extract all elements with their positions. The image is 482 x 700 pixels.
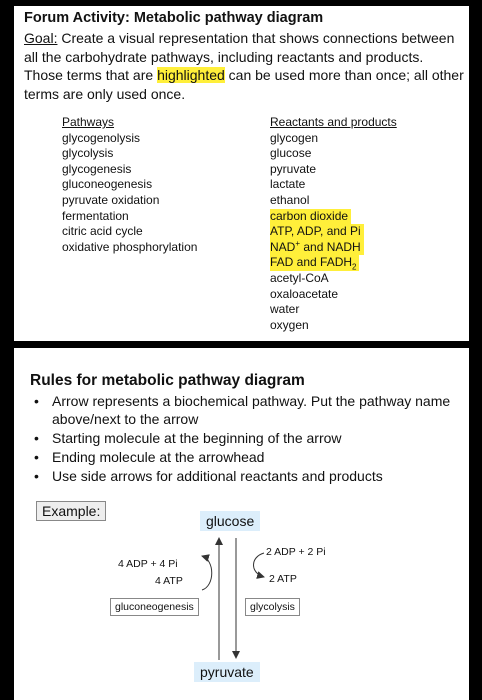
reactant-item-highlighted — [270, 240, 364, 256]
left-input-label: 4 ADP + 4 Pi — [118, 558, 178, 570]
reactant-item-highlighted — [270, 255, 359, 271]
reactant-item: acetyl-CoA — [270, 270, 329, 285]
fad-text: FAD and FADH — [270, 255, 353, 270]
example-pyruvate: pyruvate — [194, 662, 260, 682]
bullet: • — [34, 393, 39, 409]
example-glycolysis-label: glycolysis — [245, 598, 300, 616]
left-output-label: 4 ATP — [155, 575, 183, 587]
pathways-list — [62, 115, 197, 255]
pathway-item: citric acid cycle — [62, 224, 143, 239]
fad-subscript: 2 — [352, 262, 357, 272]
rule-text: Use side arrows for additional reactants and products — [52, 468, 383, 484]
reactant-item: glucose — [270, 146, 312, 161]
reactants-list — [270, 115, 397, 333]
bullet: • — [34, 449, 39, 465]
pathway-item: oxidative phosphorylation — [62, 239, 198, 254]
nad-superscript: + — [295, 238, 301, 248]
bullet: • — [34, 468, 39, 484]
example-label: Example: — [36, 501, 106, 521]
goal-text-part-1: Create a visual representation that shows connections between all the carbohydrate pathways, including reactants and products. Those terms that are — [24, 30, 455, 83]
activity-title: Forum Activity: Metabolic pathway diagram — [24, 10, 324, 26]
right-output-label: 2 ATP — [269, 573, 297, 585]
reactant-item: lactate — [270, 177, 306, 192]
reactant-item: oxygen — [270, 317, 309, 332]
reactant-item-highlighted: ATP, ADP, and Pi — [270, 224, 364, 240]
reactant-item: ethanol — [270, 192, 310, 207]
rule-text: Starting molecule at the beginning of the arrow — [52, 430, 342, 446]
example-glucose: glucose — [200, 511, 260, 531]
right-input-label: 2 ADP + 2 Pi — [266, 546, 326, 558]
reactant-item: oxaloacetate — [270, 286, 339, 301]
goal-label: Goal: — [24, 30, 58, 46]
right-side-arrow — [254, 553, 265, 577]
goal-text-part-2: can be used more than once; all other terms are only used once. — [24, 67, 464, 102]
pathways-heading: Pathways — [62, 115, 115, 129]
rules-panel — [14, 348, 469, 700]
rule-text: Ending molecule at the arrowhead — [52, 449, 265, 465]
reactant-item-highlighted: carbon dioxide — [270, 209, 351, 225]
example-gluconeogenesis-label: gluconeogenesis — [110, 598, 199, 616]
reactant-item: water — [270, 302, 300, 317]
pathway-item: pyruvate oxidation — [62, 192, 160, 207]
nadh-text: and NADH — [300, 239, 361, 254]
bullet: • — [34, 430, 39, 446]
left-input-side-arrow — [202, 556, 212, 590]
rule-text: Arrow represents a biochemical pathway. Put the pathway name above/next to the arrow — [52, 393, 451, 427]
pathway-item: glycogenolysis — [62, 130, 141, 145]
pathway-item: glycolysis — [62, 146, 114, 161]
pathway-item: glycogenesis — [62, 161, 132, 176]
pathway-item: gluconeogenesis — [62, 177, 153, 192]
goal-highlighted-word: highlighted — [157, 67, 225, 83]
nad-text: NAD — [270, 239, 296, 254]
rules-title: Rules for metabolic pathway diagram — [30, 372, 305, 389]
activity-goal — [24, 29, 464, 103]
pathway-item: fermentation — [62, 208, 129, 223]
activity-panel — [14, 6, 469, 341]
reactant-item: pyruvate — [270, 161, 317, 176]
reactants-heading: Reactants and products — [270, 115, 397, 129]
reactant-item: glycogen — [270, 130, 319, 145]
